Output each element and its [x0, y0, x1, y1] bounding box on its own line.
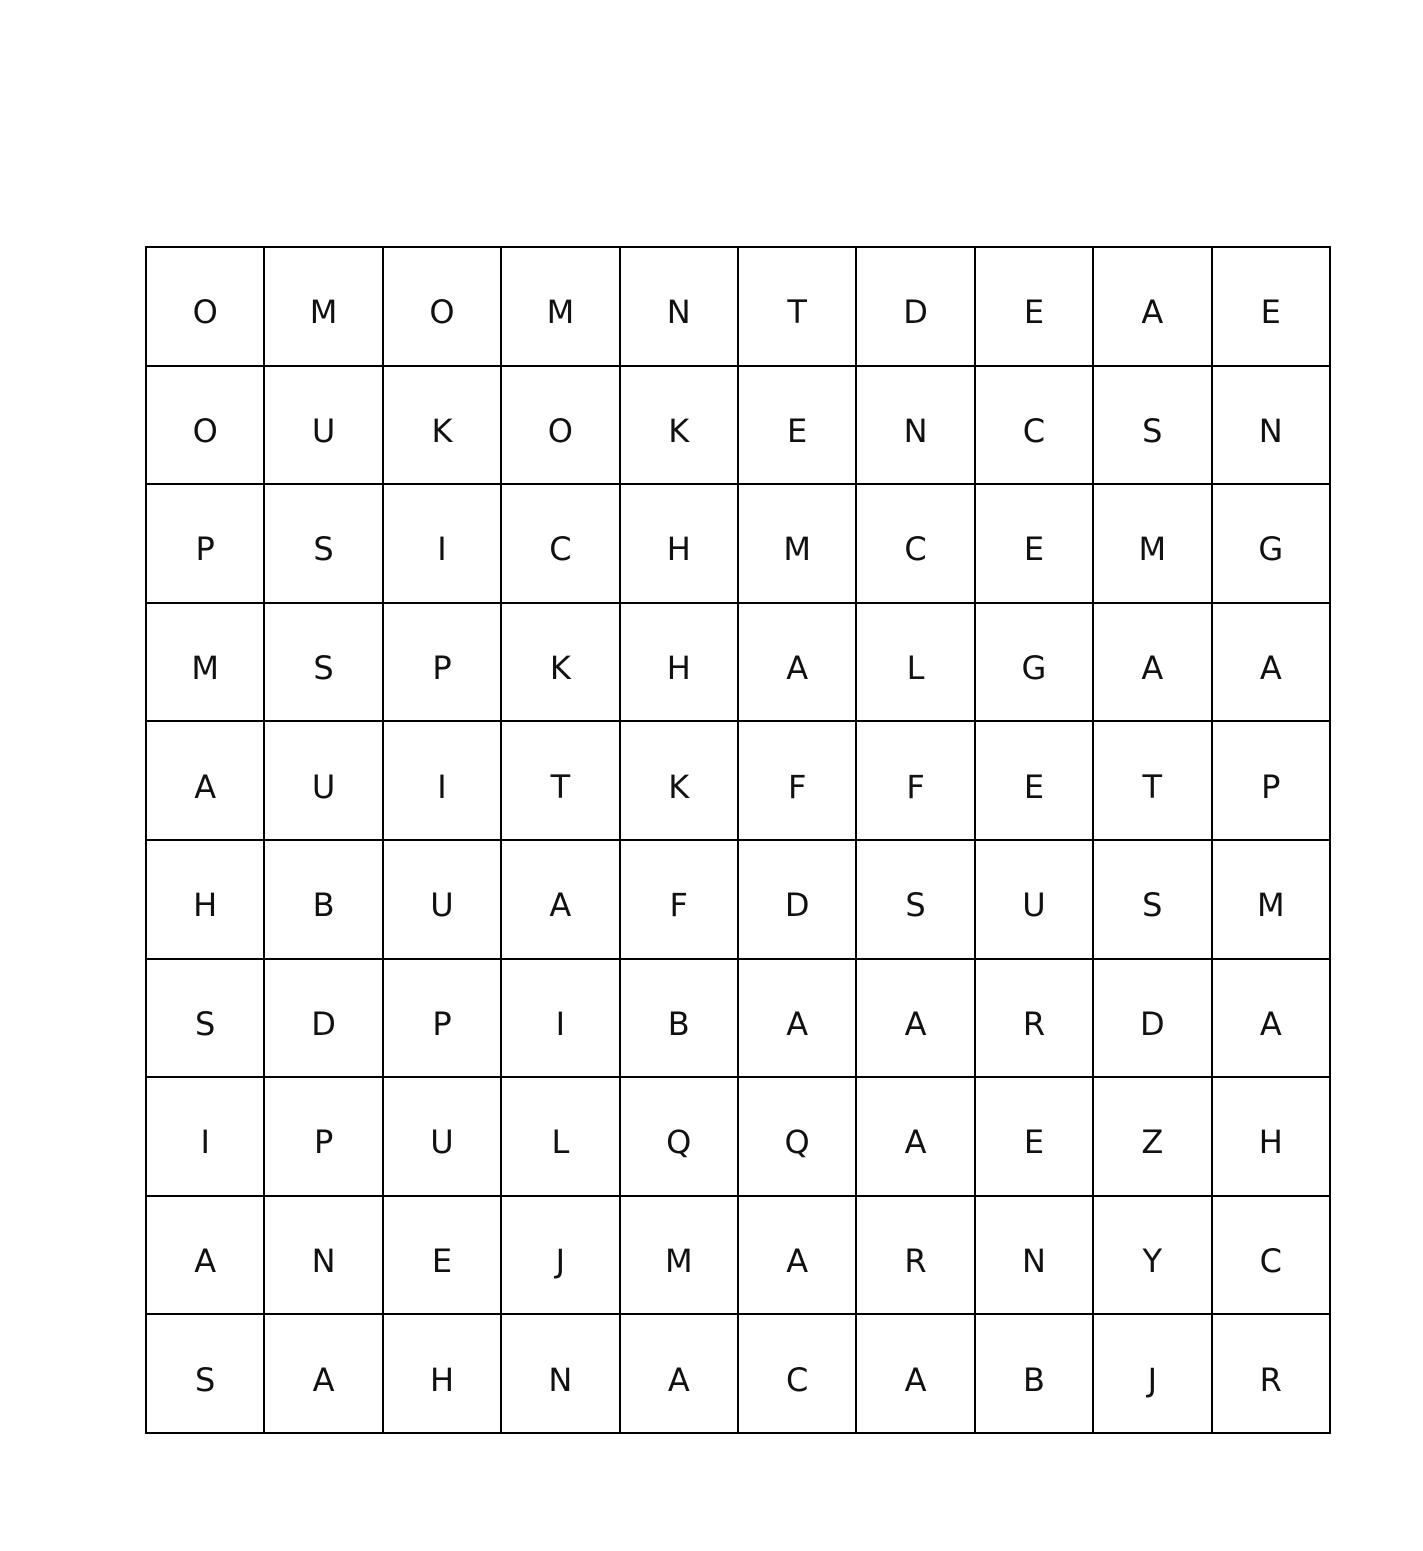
letter-cell[interactable]: C — [975, 366, 1093, 485]
letter-cell[interactable]: M — [146, 603, 264, 722]
letter-cell[interactable]: F — [738, 721, 856, 840]
letter-cell[interactable]: T — [738, 247, 856, 366]
grid-row — [146, 247, 1330, 366]
letter-cell[interactable]: D — [856, 247, 974, 366]
letter-cell[interactable]: K — [501, 603, 619, 722]
letter-cell[interactable]: B — [620, 959, 738, 1078]
grid-body — [146, 247, 1330, 1433]
letter-cell[interactable]: P — [146, 484, 264, 603]
letter-cell[interactable]: A — [856, 959, 974, 1078]
letter-cell[interactable]: A — [856, 1314, 974, 1433]
letter-cell[interactable]: M — [738, 484, 856, 603]
letter-cell[interactable]: K — [620, 721, 738, 840]
letter-cell[interactable]: B — [264, 840, 382, 959]
letter-cell[interactable]: E — [975, 1077, 1093, 1196]
letter-cell[interactable]: Q — [620, 1077, 738, 1196]
letter-cell[interactable]: A — [738, 959, 856, 1078]
grid-row — [146, 603, 1330, 722]
letter-cell[interactable]: D — [738, 840, 856, 959]
letter-cell[interactable]: E — [738, 366, 856, 485]
letter-cell[interactable]: S — [146, 959, 264, 1078]
letter-cell[interactable]: T — [501, 721, 619, 840]
letter-cell[interactable]: R — [975, 959, 1093, 1078]
letter-cell[interactable]: P — [264, 1077, 382, 1196]
letter-cell[interactable]: U — [383, 1077, 501, 1196]
letter-cell[interactable]: S — [264, 484, 382, 603]
letter-cell[interactable]: I — [501, 959, 619, 1078]
letter-cell[interactable]: M — [501, 247, 619, 366]
letter-cell[interactable]: R — [856, 1196, 974, 1315]
letter-cell[interactable]: L — [501, 1077, 619, 1196]
letter-cell[interactable]: M — [620, 1196, 738, 1315]
letter-cell[interactable]: A — [738, 603, 856, 722]
letter-cell[interactable]: A — [146, 721, 264, 840]
letter-cell[interactable]: H — [1212, 1077, 1330, 1196]
letter-cell[interactable]: A — [856, 1077, 974, 1196]
letter-cell[interactable]: A — [501, 840, 619, 959]
letter-cell[interactable]: E — [975, 721, 1093, 840]
letter-cell[interactable]: C — [501, 484, 619, 603]
letter-cell[interactable]: K — [620, 366, 738, 485]
letter-cell[interactable]: F — [856, 721, 974, 840]
grid-row — [146, 721, 1330, 840]
letter-cell[interactable]: C — [856, 484, 974, 603]
letter-cell[interactable]: T — [1093, 721, 1211, 840]
letter-cell[interactable]: Q — [738, 1077, 856, 1196]
letter-cell[interactable]: A — [146, 1196, 264, 1315]
letter-cell[interactable]: I — [383, 721, 501, 840]
letter-cell[interactable]: A — [1212, 603, 1330, 722]
letter-cell[interactable]: S — [264, 603, 382, 722]
letter-cell[interactable]: Z — [1093, 1077, 1211, 1196]
letter-cell[interactable]: O — [383, 247, 501, 366]
letter-cell[interactable]: M — [1212, 840, 1330, 959]
letter-cell[interactable]: E — [383, 1196, 501, 1315]
letter-cell[interactable]: S — [856, 840, 974, 959]
letter-cell[interactable]: U — [383, 840, 501, 959]
letter-cell[interactable]: P — [383, 603, 501, 722]
letter-cell[interactable]: S — [1093, 366, 1211, 485]
letter-cell[interactable]: N — [264, 1196, 382, 1315]
grid-row — [146, 1077, 1330, 1196]
grid-row — [146, 366, 1330, 485]
letter-cell[interactable]: A — [738, 1196, 856, 1315]
letter-cell[interactable]: A — [620, 1314, 738, 1433]
letter-cell[interactable]: C — [1212, 1196, 1330, 1315]
letter-cell[interactable]: E — [975, 247, 1093, 366]
letter-cell[interactable]: A — [264, 1314, 382, 1433]
letter-cell[interactable]: I — [146, 1077, 264, 1196]
letter-cell[interactable]: U — [264, 721, 382, 840]
letter-cell[interactable]: O — [501, 366, 619, 485]
letter-cell[interactable]: F — [620, 840, 738, 959]
letter-cell[interactable]: N — [501, 1314, 619, 1433]
grid-row — [146, 484, 1330, 603]
letter-cell[interactable]: C — [738, 1314, 856, 1433]
letter-cell[interactable]: E — [975, 484, 1093, 603]
letter-cell[interactable]: O — [146, 247, 264, 366]
grid-row — [146, 840, 1330, 959]
letter-cell[interactable]: N — [856, 366, 974, 485]
grid-row — [146, 959, 1330, 1078]
letter-cell[interactable]: G — [975, 603, 1093, 722]
letter-cell[interactable]: E — [1212, 247, 1330, 366]
letter-cell[interactable]: K — [383, 366, 501, 485]
letter-cell[interactable]: D — [264, 959, 382, 1078]
letter-cell[interactable]: U — [264, 366, 382, 485]
letter-cell[interactable]: A — [1212, 959, 1330, 1078]
letter-cell[interactable]: S — [1093, 840, 1211, 959]
letter-cell[interactable]: R — [1212, 1314, 1330, 1433]
letter-cell[interactable]: P — [383, 959, 501, 1078]
letter-cell[interactable]: H — [620, 603, 738, 722]
letter-cell[interactable]: A — [1093, 603, 1211, 722]
letter-cell[interactable]: B — [975, 1314, 1093, 1433]
letter-cell[interactable]: H — [383, 1314, 501, 1433]
letter-cell[interactable]: H — [620, 484, 738, 603]
letter-cell[interactable]: N — [975, 1196, 1093, 1315]
letter-cell[interactable]: N — [1212, 366, 1330, 485]
letter-cell[interactable]: A — [1093, 247, 1211, 366]
grid-row — [146, 1314, 1330, 1433]
word-search-grid — [145, 246, 1331, 1434]
letter-cell[interactable]: L — [856, 603, 974, 722]
letter-cell[interactable]: H — [146, 840, 264, 959]
letter-cell[interactable]: O — [146, 366, 264, 485]
letter-cell[interactable]: J — [1093, 1314, 1211, 1433]
letter-cell[interactable]: P — [1212, 721, 1330, 840]
grid-row — [146, 1196, 1330, 1315]
letter-cell[interactable]: S — [146, 1314, 264, 1433]
letter-cell[interactable]: Y — [1093, 1196, 1211, 1315]
letter-cell[interactable]: U — [975, 840, 1093, 959]
letter-cell[interactable]: D — [1093, 959, 1211, 1078]
letter-cell[interactable]: M — [1093, 484, 1211, 603]
letter-cell[interactable]: J — [501, 1196, 619, 1315]
letter-cell[interactable]: N — [620, 247, 738, 366]
letter-cell[interactable]: M — [264, 247, 382, 366]
letter-cell[interactable]: I — [383, 484, 501, 603]
letter-cell[interactable]: G — [1212, 484, 1330, 603]
